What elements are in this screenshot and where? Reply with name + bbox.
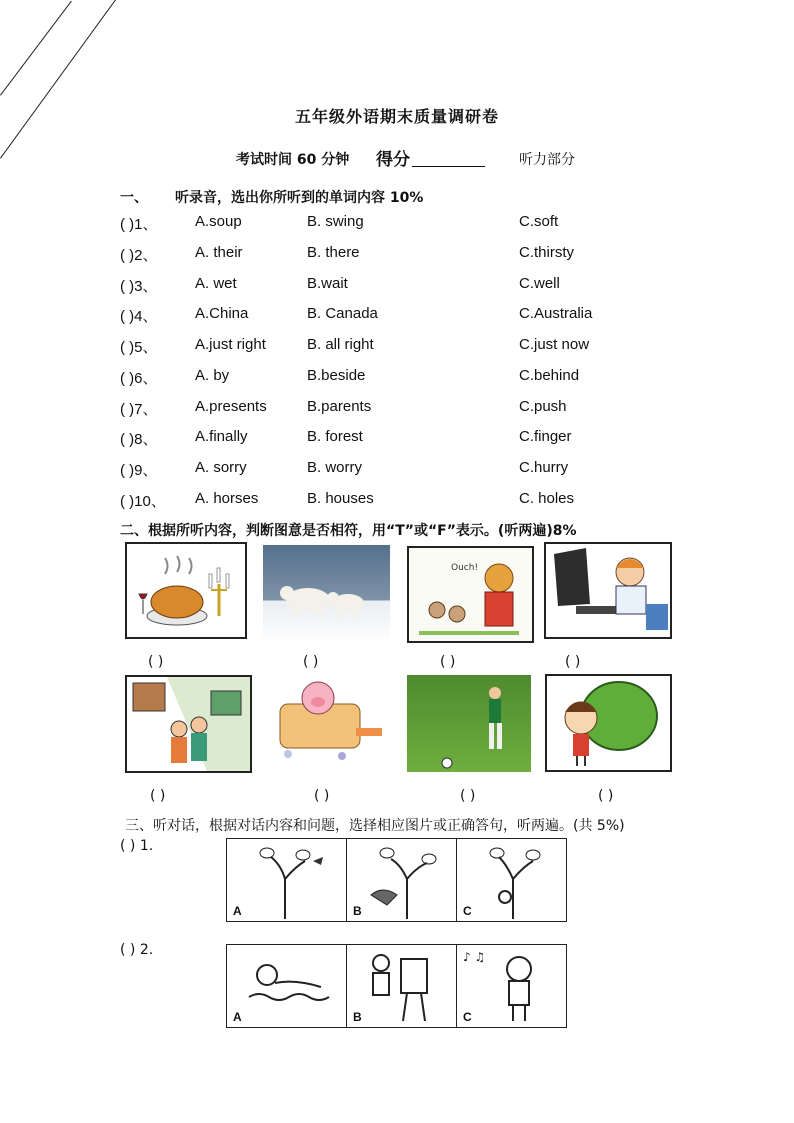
- question-row: [120, 367, 720, 387]
- question-row: [120, 213, 720, 233]
- option-b: B. forest: [307, 428, 363, 445]
- option-c: C.just now: [519, 336, 590, 353]
- option-a: A.just right: [195, 336, 266, 353]
- option-b: B. all right: [307, 336, 374, 353]
- page-title: 五年级外语期末质量调研卷: [294, 107, 499, 126]
- option-a: A. their: [195, 244, 243, 261]
- option-c: C. holes: [519, 490, 575, 507]
- picture-pig-on-sofa: [268, 674, 385, 764]
- option-b: B. swing: [307, 213, 364, 230]
- option-a: A. horses: [195, 490, 259, 507]
- option-a: A. by: [195, 367, 230, 384]
- question-number[interactable]: ( )4、: [120, 308, 158, 325]
- question-row: [120, 275, 720, 295]
- question-number[interactable]: ( )2、: [120, 247, 158, 264]
- exam-time: 考试时间 60 分钟: [236, 152, 350, 168]
- picture-cat-and-mice: [407, 546, 534, 643]
- picture-boy-playing-soccer: [407, 675, 531, 772]
- question-row: [120, 490, 720, 510]
- option-a: A.soup: [195, 213, 242, 230]
- option-c: C.Australia: [519, 305, 593, 322]
- picture-family-shopping: [125, 675, 252, 773]
- question-number[interactable]: ( )5、: [120, 339, 158, 356]
- option-c: C.well: [519, 275, 560, 292]
- corner-line-1: [0, 1, 72, 96]
- music-note-icon: ♪ ♫: [463, 950, 486, 964]
- score-blank[interactable]: [412, 166, 485, 167]
- question-number[interactable]: ( )3、: [120, 278, 158, 295]
- question-row: [120, 459, 720, 479]
- question-row: [120, 336, 720, 356]
- svg-text:Ouch!: Ouch!: [451, 563, 479, 573]
- answer-blank-2[interactable]: ( ): [303, 654, 319, 670]
- q2-label-a: A: [233, 1010, 242, 1024]
- section3-heading: 三、听对话，根据对话内容和问题，选择相应图片或正确答句，听两遍。(共 5%): [125, 818, 625, 834]
- picture-polar-bears: [263, 545, 390, 645]
- option-a: A.China: [195, 305, 249, 322]
- option-c: C.soft: [519, 213, 559, 230]
- question-number[interactable]: ( )1、: [120, 216, 158, 233]
- option-b: B.beside: [307, 367, 366, 384]
- q2-label-c: C: [463, 1010, 472, 1024]
- q1-label-b: B: [353, 904, 362, 918]
- option-a: A. sorry: [195, 459, 247, 476]
- q2-option-b[interactable]: [347, 945, 457, 1027]
- q1-option-a[interactable]: [227, 839, 347, 921]
- section1-number: 一、: [120, 190, 148, 206]
- question-1-blank[interactable]: ( ) 1.: [120, 838, 154, 854]
- q1-option-b[interactable]: [347, 839, 457, 921]
- answer-blank-4[interactable]: ( ): [565, 654, 581, 670]
- q1-label-a: A: [233, 904, 242, 918]
- question-row: [120, 428, 720, 448]
- option-c: C.thirsty: [519, 244, 575, 261]
- listening-section-label: 听力部分: [519, 152, 575, 168]
- picture-roast-turkey: [125, 542, 247, 639]
- answer-blank-1[interactable]: ( ): [148, 654, 164, 670]
- question-2-blank[interactable]: ( ) 2.: [120, 942, 154, 958]
- section1-heading: 听录音，选出你所听到的单词内容 10%: [175, 190, 424, 206]
- answer-blank-7[interactable]: ( ): [460, 788, 476, 804]
- option-a: A. wet: [195, 275, 237, 292]
- question-number[interactable]: ( )7、: [120, 401, 158, 418]
- option-b: B. houses: [307, 490, 374, 507]
- answer-blank-6[interactable]: ( ): [314, 788, 330, 804]
- question-number[interactable]: ( )8、: [120, 431, 158, 448]
- section2-heading: 二、根据所听内容，判断图意是否相符，用“T”或“F”表示。(听两遍)8%: [120, 523, 577, 539]
- question-row: [120, 398, 720, 418]
- question-row: [120, 244, 720, 264]
- question-number[interactable]: ( )9、: [120, 462, 158, 479]
- q2-option-c[interactable]: [457, 945, 568, 1027]
- option-c: C.finger: [519, 428, 572, 445]
- score-label: 得分: [376, 150, 410, 170]
- q2-option-a[interactable]: [227, 945, 347, 1027]
- option-b: B. Canada: [307, 305, 378, 322]
- option-b: B. there: [307, 244, 360, 261]
- option-c: C.hurry: [519, 459, 569, 476]
- question-number[interactable]: ( )6、: [120, 370, 158, 387]
- answer-blank-3[interactable]: ( ): [440, 654, 456, 670]
- option-c: C.behind: [519, 367, 580, 384]
- option-b: B.parents: [307, 398, 372, 415]
- option-a: A.presents: [195, 398, 267, 415]
- option-c: C.push: [519, 398, 567, 415]
- corner-line-2: [0, 0, 118, 159]
- question-1-options: [226, 838, 567, 922]
- picture-girl-with-heavy-bag: [545, 674, 672, 772]
- answer-blank-5[interactable]: ( ): [150, 788, 166, 804]
- question-row: [120, 305, 720, 325]
- q1-option-c[interactable]: [457, 839, 568, 921]
- q1-label-c: C: [463, 904, 472, 918]
- option-a: A.finally: [195, 428, 248, 445]
- answer-blank-8[interactable]: ( ): [598, 788, 614, 804]
- option-b: B.wait: [307, 275, 348, 292]
- option-b: B. worry: [307, 459, 363, 476]
- q2-label-b: B: [353, 1010, 362, 1024]
- question-number[interactable]: ( )10、: [120, 493, 166, 510]
- picture-boy-at-computer: [544, 542, 672, 639]
- question-2-options: [226, 944, 567, 1028]
